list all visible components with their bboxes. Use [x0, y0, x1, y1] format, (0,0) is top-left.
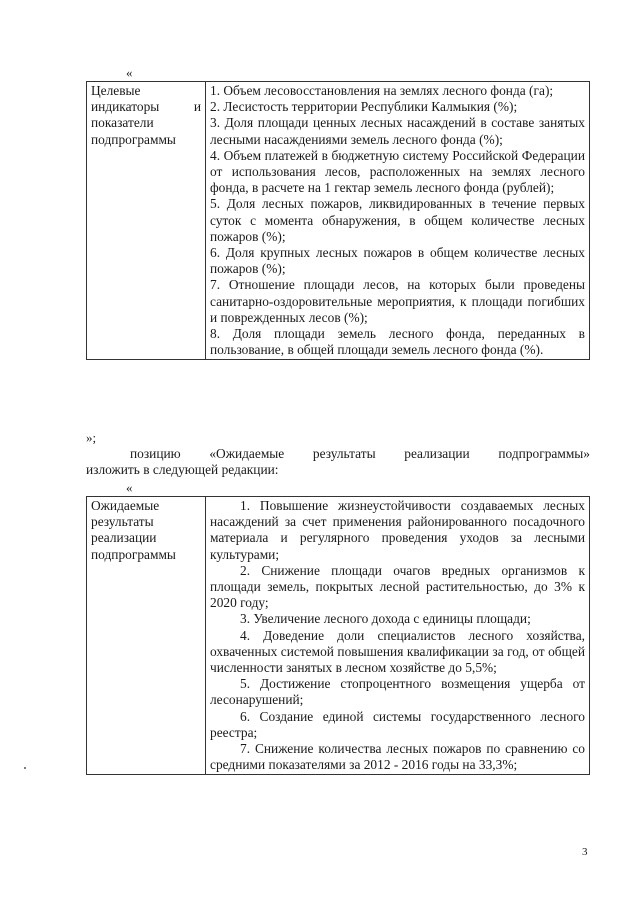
result-item-4: 4. Доведение доли специалистов лесного хозяйства, охваченных системой повышения квалификации за год, от общей численности занятых в лесном хозяйстве до 5,5%;: [210, 627, 585, 676]
expected-results-table: [86, 496, 590, 775]
closing-quote: »;: [86, 430, 97, 445]
indicator-item-1: 1. Объем лесовосстановления на землях лесного фонда (га);: [210, 83, 554, 98]
expected-results-content-cell: [206, 497, 590, 775]
expected-results-label-cell: [87, 497, 206, 775]
result-item-2: 2. Снижение площади очагов вредных организмов к площади земель, покрытых лесной растительностью, до 3% к 2020 году;: [210, 562, 585, 611]
indicator-item-2: 2. Лесистость территории Республики Калмыкия (%);: [210, 99, 518, 115]
result-item-5: 5. Достижение стопроцентного возмещения ущерба от лесонарушений;: [210, 676, 585, 708]
expected-results-label: Ожидаемые результаты реализации подпрограммы: [91, 498, 176, 562]
expected-results-row: [87, 497, 590, 775]
result-item-7: 7. Снижение количества лесных пожаров по сравнению со средними показателями за 2012 - 2016 годы на 33,3%;: [210, 741, 585, 773]
indicators-table: [86, 81, 590, 360]
instruction-line-1: позицию «Ожидаемые результаты реализации подпрограммы»: [130, 446, 590, 461]
page-number: 3: [582, 846, 588, 858]
indicators-row: [87, 82, 590, 360]
result-item-6: 6. Создание единой системы государственного лесного реестра;: [210, 708, 585, 740]
instruction-paragraph: [86, 446, 590, 478]
indicator-item-7: 7. Отношение площади лесов, на которых были проведены санитарно-оздоровительные мероприятия, к площади погибших и поврежденных лесов (%);: [210, 277, 585, 325]
indicator-item-3: 3. Доля площади ценных лесных насаждений в составе занятых лесными насаждениями земель лесного фонда (%);: [210, 115, 585, 147]
opening-quote-1: «: [126, 65, 133, 80]
result-item-1: 1. Повышение жизнеустойчивости создаваемых лесных насаждений за счет применения районированного посадочного материала и регулярного проведения уходов за лесными культурами;: [210, 498, 585, 562]
indicators-label: Целевые индикаторы и показатели подпрограммы: [91, 83, 201, 147]
opening-quote-2: «: [126, 480, 133, 495]
indicators-label-cell: [87, 82, 206, 360]
indicator-item-5: 5. Доля лесных пожаров, ликвидированных в течение первых суток с момента обнаружения, в общем количестве лесных пожаров (%);: [210, 196, 585, 244]
indicator-item-8: 8. Доля площади земель лесного фонда, переданных в пользование, в общей площади земель лесного фонда (%).: [210, 326, 585, 358]
indicator-item-4: 4. Объем платежей в бюджетную систему Российской Федерации от использования лесов, расположенных на землях лесного фонда, в расчете на 1 гектар земель лесного фонда (рублей);: [210, 147, 585, 196]
indicator-item-6: 6. Доля крупных лесных пожаров в общем количестве лесных пожаров (%);: [210, 245, 585, 277]
instruction-line-2: изложить в следующей редакции:: [86, 462, 279, 478]
result-item-3: 3. Увеличение лесного дохода с единицы площади;: [240, 611, 531, 627]
scan-speck: [24, 767, 26, 769]
indicators-content-cell: [206, 82, 590, 360]
